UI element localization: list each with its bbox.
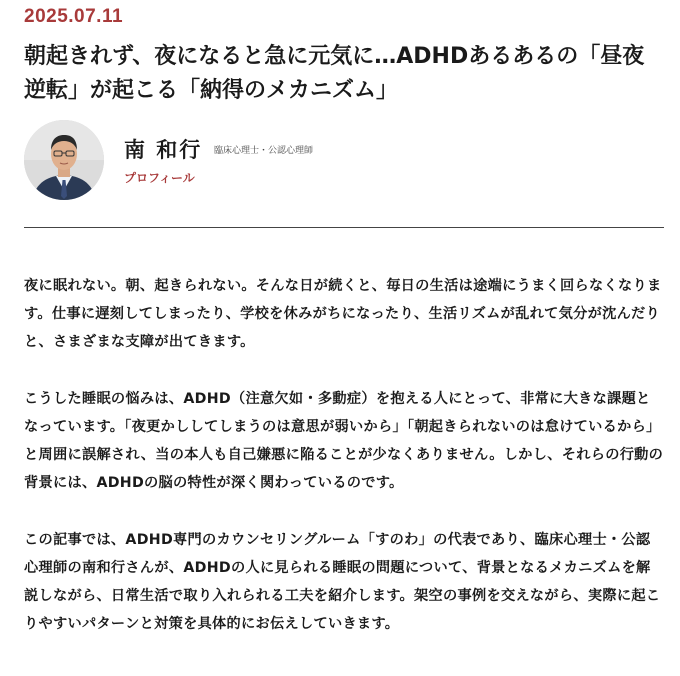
body-paragraph: この記事では、ADHD専門のカウンセリングルーム「すのわ」の代表であり、臨床心理士・公認心理師の南和行さんが、ADHDの人に見られる睡眠の問題について、背景となるメカニズムを解説しながら、日常生活で取り入れられる工夫を紹介します。架空の事例を交えながら、実際に起こりやすいパターンと対策を具体的にお伝えしていきます。 — [24, 532, 661, 632]
author-block — [24, 120, 664, 202]
divider — [24, 227, 664, 228]
body-paragraph: 夜に眠れない。朝、起きられない。そんな日が続くと、毎日の生活は途端にうまく回らなくなります。仕事に遅刻してしまったり、学校を休みがちになったり、生活リズムが乱れて気分が沈んだりと、さまざまな支障が出てきます。 — [24, 278, 662, 350]
body-paragraph: こうした睡眠の悩みは、ADHD（注意欠如・多動症）を抱える人にとって、非常に大きな課題となっています。「夜更かししてしまうのは意思が弱いから」「朝起きられないのは怠けているから」と周囲に誤解され、当の本人も自己嫌悪に陥ることが少なくありません。しかし、それらの行動の背景には、ADHDの脳の特性が深く関わっているのです。 — [24, 391, 664, 491]
author-photo-icon — [24, 120, 104, 200]
profile-link[interactable]: プロフィール — [124, 171, 195, 185]
article-date: 2025.07.11 — [24, 6, 124, 27]
author-name: 南 和行 — [124, 138, 203, 162]
article-body — [24, 272, 664, 667]
article-title: 朝起きれず、夜になると急に元気に…ADHDあるあるの「昼夜逆転」が起こる「納得のメカニズム」 — [24, 44, 645, 103]
author-avatar[interactable] — [24, 120, 104, 200]
author-role: 臨床心理士・公認心理師 — [214, 146, 314, 156]
